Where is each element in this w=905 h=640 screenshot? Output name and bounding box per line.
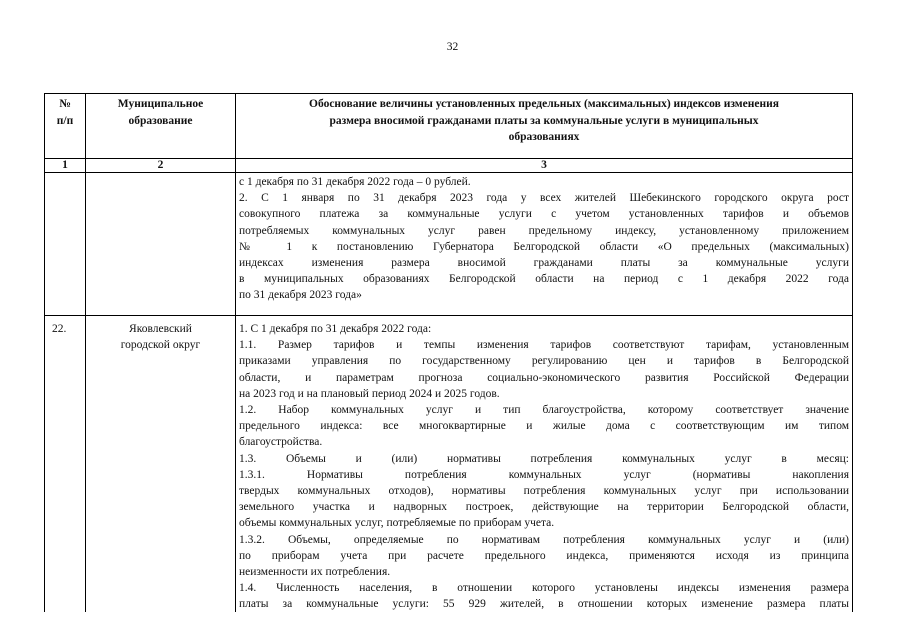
text-line: с 1 декабря по 31 декабря 2022 года – 0 рублей. bbox=[239, 176, 471, 188]
text-line: твердых коммунальных отходов), нормативы потребления коммунальных услуг при использовании bbox=[239, 484, 849, 497]
text-line: 1.3.2. Объемы, определяемые по нормативам потребления коммунальных услуг и (или) bbox=[239, 533, 849, 546]
text-line: 1.1. Размер тарифов и темпы изменения тарифов соответствуют тарифам, установленным bbox=[239, 339, 849, 352]
text-line: 2. С 1 января по 31 декабря 2023 года у всех жителей Шебекинского городского округа рост bbox=[239, 192, 849, 205]
continuation-text bbox=[239, 173, 849, 304]
text-line: в муниципальных образованиях Белгородской области на период с 1 декабря 2022 года bbox=[239, 273, 849, 286]
text-line: предельного индекса: все многоквартирные и жилые дома с соответствующим им типом bbox=[239, 420, 849, 433]
justification-text bbox=[239, 316, 849, 612]
header-justification-line: размера вносимой гражданами платы за коммунальные услуги в муниципальных bbox=[329, 114, 759, 127]
municipality-cell bbox=[86, 316, 236, 613]
justification-cell bbox=[236, 316, 853, 613]
column-number: 3 bbox=[236, 159, 853, 173]
header-justification bbox=[236, 94, 853, 159]
header-justification-line: Обоснование величины установленных предельных (максимальных) индексов изменения bbox=[309, 98, 779, 110]
header-justification-line: образованиях bbox=[508, 131, 580, 143]
continuation-number-cell bbox=[45, 173, 86, 316]
continuation-text-cell bbox=[236, 173, 853, 316]
text-line: 1.4. Численность населения, в отношении которого установлены индексы изменения размера bbox=[239, 582, 849, 595]
text-line: потребляемых коммунальных услуг равен предельному индексу, установленному приложением bbox=[239, 224, 849, 237]
row-number-cell bbox=[45, 316, 86, 613]
text-line: 1.2. Набор коммунальных услуг и тип благоустройства, которому соответствует значение bbox=[239, 403, 849, 416]
continuation-municipality-cell bbox=[86, 173, 236, 316]
text-line: 1. С 1 декабря по 31 декабря 2022 года: bbox=[239, 323, 432, 335]
header-number-line: № bbox=[59, 98, 71, 110]
header-municipality-line: Муниципальное bbox=[117, 98, 204, 110]
text-line: 1.3.1. Нормативы потребления коммунальных услуг (нормативы накопления bbox=[239, 468, 849, 481]
text-line: неизменности их потребления. bbox=[239, 565, 391, 578]
row-number: 22. bbox=[52, 323, 67, 335]
header-number-line: п/п bbox=[56, 114, 74, 127]
table-row-22 bbox=[45, 316, 853, 613]
text-line: 1.3. Объемы и (или) нормативы потребления коммунальных услуг в месяц: bbox=[239, 452, 849, 465]
municipality-line: Яковлевский bbox=[129, 323, 192, 335]
text-line: на 2023 год и на плановый период 2024 и 2025 годов. bbox=[239, 387, 500, 400]
text-line: земельного участка и надворных построек, действующие на территории Белгородской области, bbox=[239, 501, 849, 514]
header-number bbox=[45, 94, 86, 159]
header-municipality-line: образование bbox=[128, 114, 193, 127]
text-line: благоустройства. bbox=[239, 436, 323, 449]
table-header-row bbox=[45, 94, 853, 159]
text-line: объемы коммунальных услуг, потребляемые по приборам учета. bbox=[239, 517, 555, 530]
column-number-row bbox=[45, 159, 853, 173]
column-number: 1 bbox=[45, 159, 86, 173]
column-number: 2 bbox=[86, 159, 236, 173]
text-line: платы за коммунальные услуги: 55 929 жителей, в отношении которых изменение размера платы bbox=[239, 598, 849, 611]
municipality-name bbox=[86, 316, 235, 353]
text-line: приказами управления по государственному регулированию цен и тарифов в Белгородской bbox=[239, 355, 849, 368]
page-number: 32 bbox=[446, 41, 459, 53]
municipality-line: городской округ bbox=[120, 339, 201, 352]
continuation-row bbox=[45, 173, 853, 316]
header-municipality bbox=[86, 94, 236, 159]
text-line: по приборам учета при расчете предельного индекса, применяются исходя из принципа bbox=[239, 549, 849, 562]
text-line: по 31 декабря 2023 года» bbox=[239, 289, 362, 302]
text-line: № 1 к постановлению Губернатора Белгородской области «О предельных (максимальных) bbox=[239, 240, 849, 253]
document-table bbox=[44, 93, 853, 612]
text-line: индексах изменения размера вносимой гражданами платы за коммунальные услуги bbox=[239, 256, 849, 269]
text-line: совокупного платежа за коммунальные услуги с учетом установленных тарифов и объемов bbox=[239, 208, 849, 221]
text-line: области, и параметрам прогноза социально-экономического развития Российской Федерации bbox=[239, 371, 849, 384]
